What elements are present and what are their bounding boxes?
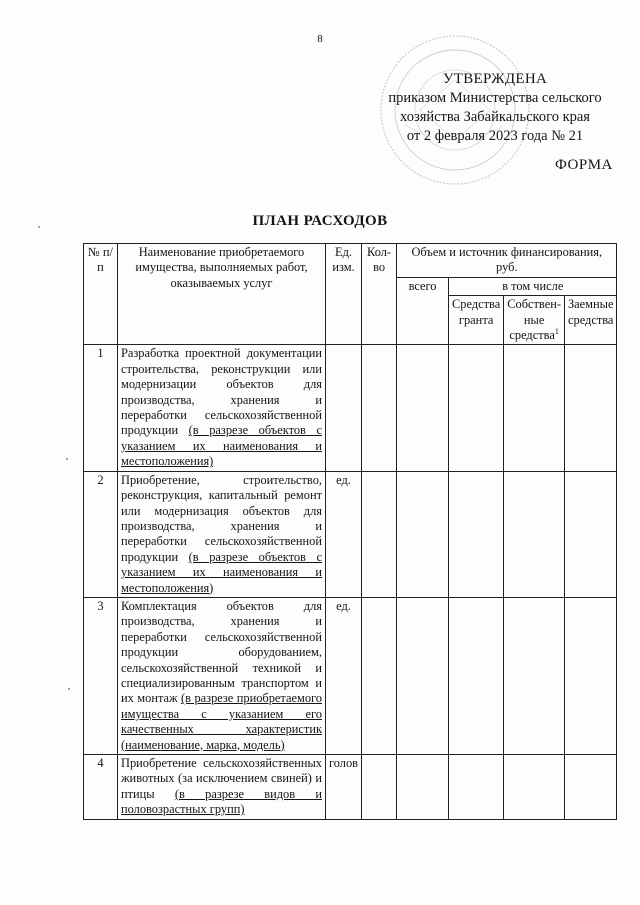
cell-borrowed <box>564 345 617 471</box>
header-unit: Ед. изм. <box>326 244 362 345</box>
scan-speck <box>68 688 70 690</box>
row-text: Комплектация объектов для производства, хранения и переработки сельскохозяйственной продукции оборудованием, сельскохозяйственной техникой и специализированным транспортом и их монтаж <box>121 598 322 706</box>
row-number: 3 <box>84 597 118 754</box>
row-text: Разработка проектной документации строительства, реконструкции или модернизации объектов для производства, хранения и переработки сельскохозяйственной продукции <box>121 346 322 438</box>
header-own <box>504 296 565 345</box>
cell-grant <box>449 471 504 597</box>
cell-total <box>397 345 449 471</box>
approval-title: УТВЕРЖДЕНА <box>442 71 548 87</box>
approval-line: от 2 февраля 2023 года № 21 <box>406 128 584 144</box>
table-row <box>84 345 617 471</box>
row-note: (в разрезе объектов с указанием их наименования и местоположения) <box>121 549 322 595</box>
row-unit: голов <box>326 755 362 820</box>
row-unit: ед. <box>326 471 362 597</box>
footnote-marker: 1 <box>554 326 559 336</box>
form-label: ФОРМА <box>555 157 613 173</box>
row-number: 2 <box>84 471 118 597</box>
header-including: в том числе <box>449 277 617 295</box>
cell-qty <box>362 345 397 471</box>
table-row <box>84 755 617 820</box>
cell-grant <box>449 597 504 754</box>
table-row <box>84 597 617 754</box>
cell-grant <box>449 345 504 471</box>
cell-borrowed <box>564 755 617 820</box>
cell-borrowed <box>564 471 617 597</box>
cell-own <box>504 345 565 471</box>
header-total: всего <box>397 277 449 345</box>
row-text: Приобретение сельскохозяйственных животных (за исключением свиней) и птицы <box>121 756 322 801</box>
cell-qty <box>362 471 397 597</box>
row-number: 4 <box>84 755 118 820</box>
cell-total <box>397 597 449 754</box>
header-grant: Средства гранта <box>449 296 504 345</box>
row-note: (в разрезе приобретаемого имущества с указанием его качественных характеристик (наименование, марка, модель) <box>121 691 322 752</box>
scan-speck <box>66 458 68 460</box>
cell-total <box>397 471 449 597</box>
row-description <box>118 597 326 754</box>
header-num: № п/п <box>84 244 118 345</box>
cell-own <box>504 597 565 754</box>
row-description <box>118 471 326 597</box>
approval-line: приказом Министерства сельского <box>388 90 602 106</box>
row-text: Приобретение, строительство, реконструкция, капитальный ремонт или модернизация объектов для производства, хранения и переработки сельскохозяйственной продукции <box>121 472 322 564</box>
header-qty: Кол-во <box>362 244 397 345</box>
row-description <box>118 345 326 471</box>
row-number: 1 <box>84 345 118 471</box>
cell-total <box>397 755 449 820</box>
row-note: (в разрезе объектов с указанием их наименования и местоположения) <box>121 423 322 469</box>
document-title: ПЛАН РАСХОДОВ <box>252 213 388 229</box>
approval-line: хозяйства Забайкальского края <box>400 109 590 125</box>
row-description <box>118 755 326 820</box>
cell-borrowed <box>564 597 617 754</box>
expense-plan-table <box>83 243 617 820</box>
cell-grant <box>449 755 504 820</box>
scan-speck <box>38 226 40 228</box>
header-financing: Объем и источник финансирования, руб. <box>397 244 617 278</box>
row-unit <box>326 345 362 471</box>
cell-qty <box>362 755 397 820</box>
row-note: (в разрезе видов и половозрастных групп) <box>121 786 322 817</box>
table-row <box>84 471 617 597</box>
header-name: Наименование приобретаемого имущества, выполняемых работ, оказываемых услуг <box>118 244 326 345</box>
approval-block <box>370 70 620 146</box>
row-unit: ед. <box>326 597 362 754</box>
header-borrowed: Заемные средства <box>564 296 617 345</box>
cell-own <box>504 755 565 820</box>
header-own-label: Собствен-ные средства <box>507 297 561 343</box>
cell-own <box>504 471 565 597</box>
cell-qty <box>362 597 397 754</box>
page-number: 8 <box>317 33 323 45</box>
